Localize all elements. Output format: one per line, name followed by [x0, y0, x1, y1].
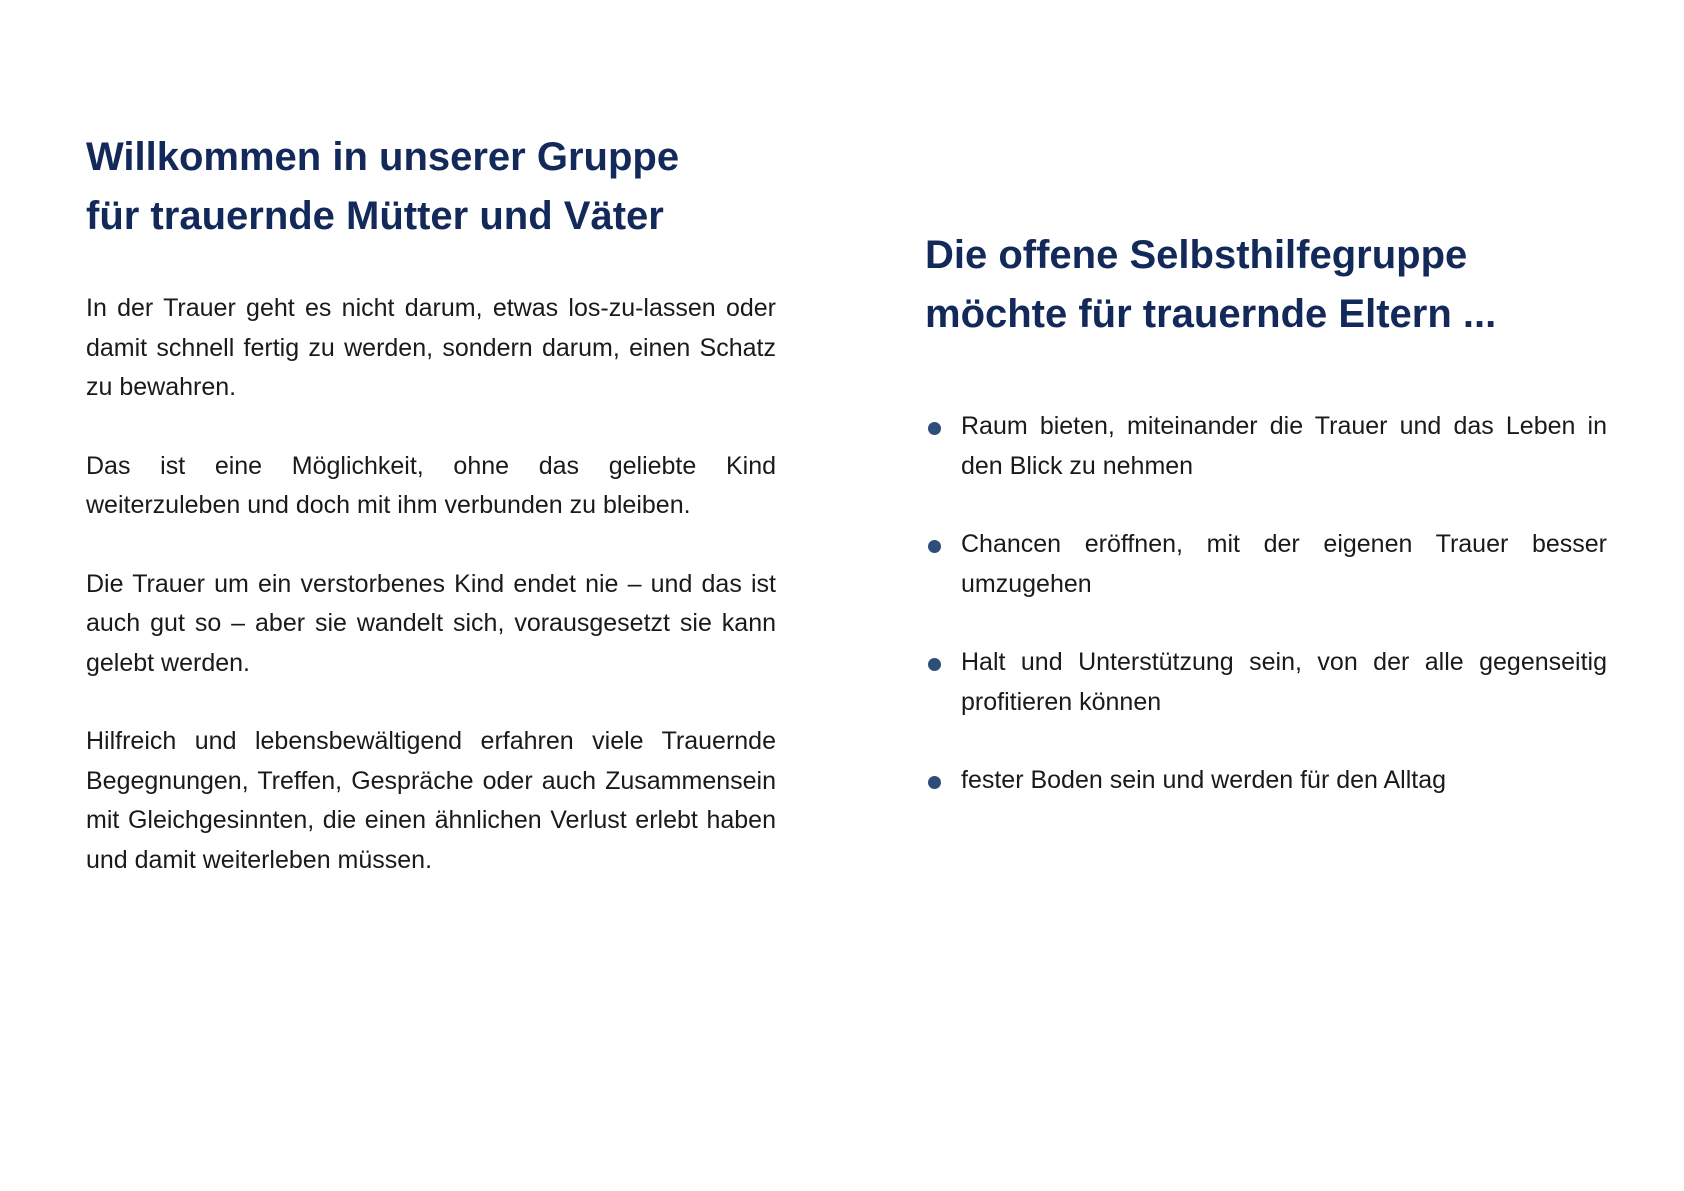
list-item [925, 761, 1607, 801]
paragraph-possibility: Das ist eine Möglichkeit, ohne das geliebte Kind weiterzuleben und doch mit ihm verbunden zu bleiben. [86, 451, 776, 519]
list-item [925, 407, 1607, 486]
left-heading-line-1: Willkommen in unserer Gruppe [86, 135, 680, 179]
list-item-text: Chancen eröffnen, mit der eigenen Trauer besser umzugehen [961, 530, 1607, 598]
paragraph-treasure: In der Trauer geht es nicht darum, etwas los-zu-lassen oder damit schnell fertig zu werden, sondern darum, einen Schatz zu bewahren. [86, 294, 776, 401]
left-heading [86, 128, 776, 246]
list-item [925, 525, 1607, 604]
left-column [86, 128, 776, 880]
bullet-dot-icon [928, 658, 941, 671]
right-column [925, 226, 1607, 801]
list-item-text: Raum bieten, miteinander die Trauer und das Leben in den Blick zu nehmen [961, 412, 1607, 480]
list-item-text: Halt und Unterstützung sein, von der alle gegenseitig profitieren können [961, 648, 1607, 716]
goals-list [925, 407, 1607, 801]
paragraph-grief-changes: Die Trauer um ein verstorbenes Kind endet nie – und das ist auch gut so – aber sie wandelt sich, vorausgesetzt sie kann gelebt werden. [86, 569, 776, 677]
list-item-text: fester Boden sein und werden für den Alltag [961, 766, 1447, 794]
bullet-dot-icon [928, 776, 941, 789]
right-heading-line-1: Die offene Selbsthilfegruppe [925, 233, 1468, 277]
left-paragraphs [86, 289, 776, 880]
paragraph-encounters: Hilfreich und lebensbewältigend erfahren viele Trauernde Begegnungen, Treffen, Gespräche oder auch Zusammensein mit Gleichgesinnten, die einen ähnlichen Verlust erlebt haben und damit weiterleben müssen. [86, 727, 776, 874]
list-item [925, 643, 1607, 722]
right-heading-line-2: möchte für trauernde Eltern ... [925, 292, 1497, 336]
bullet-dot-icon [928, 540, 941, 553]
bullet-dot-icon [928, 422, 941, 435]
right-heading [925, 226, 1607, 344]
left-heading-line-2: für trauernde Mütter und Väter [86, 194, 664, 238]
